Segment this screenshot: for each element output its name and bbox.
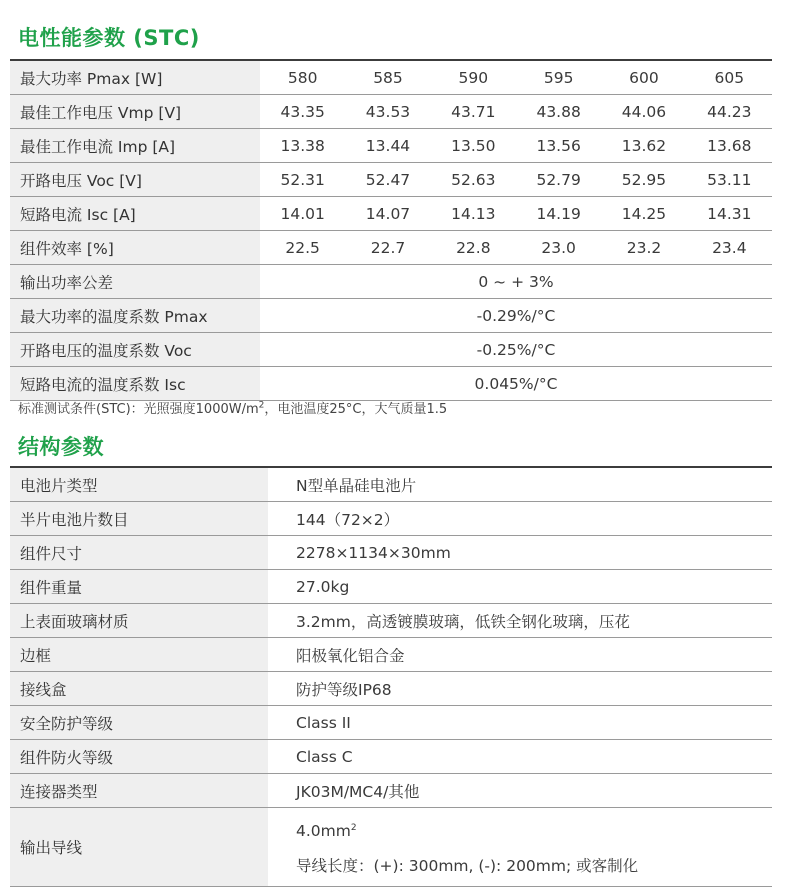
cell-value: 23.2 xyxy=(601,231,686,265)
row-label: 最大功率 Pmax [W] xyxy=(10,60,260,95)
row-label: 短路电流的温度系数 Isc xyxy=(10,367,260,401)
stc-note-suffix: ，电池温度25°C，大气质量1.5 xyxy=(264,402,448,417)
cell-value: 52.79 xyxy=(516,163,601,197)
row-label: 连接器类型 xyxy=(10,774,268,808)
row-label: 最大功率的温度系数 Pmax xyxy=(10,299,260,333)
cell-value: 580 xyxy=(260,60,345,95)
cell-value: 44.06 xyxy=(601,95,686,129)
table-row xyxy=(10,672,772,706)
cell-value: 23.4 xyxy=(687,231,772,265)
cell-value: -0.29%/°C xyxy=(260,299,772,333)
cell-value: -0.25%/°C xyxy=(260,333,772,367)
row-label: 输出导线 xyxy=(10,808,268,887)
structure-params-table xyxy=(10,466,772,887)
cell-value: 605 xyxy=(687,60,772,95)
stc-note-superscript: 2 xyxy=(258,400,265,411)
cell-value: 阳极氧化铝合金 xyxy=(268,638,772,672)
cell-value: 53.11 xyxy=(687,163,772,197)
table-row xyxy=(10,60,772,95)
cable-size-superscript: 2 xyxy=(350,823,357,834)
row-label: 组件尺寸 xyxy=(10,536,268,570)
row-label: 电池片类型 xyxy=(10,467,268,502)
row-label: 安全防护等级 xyxy=(10,706,268,740)
cell-value: 44.23 xyxy=(687,95,772,129)
row-label: 接线盒 xyxy=(10,672,268,706)
row-label: 上表面玻璃材质 xyxy=(10,604,268,638)
row-label: 最佳工作电流 Imp [A] xyxy=(10,129,260,163)
cell-value: 600 xyxy=(601,60,686,95)
table-row xyxy=(10,706,772,740)
table-row xyxy=(10,808,772,887)
row-label: 输出功率公差 xyxy=(10,265,260,299)
cell-value: 590 xyxy=(431,60,516,95)
cell-value: 2278×1134×30mm xyxy=(268,536,772,570)
cell-value: 595 xyxy=(516,60,601,95)
cell-value: 52.31 xyxy=(260,163,345,197)
cell-value: 144（72×2） xyxy=(268,502,772,536)
cell-value: 0.045%/°C xyxy=(260,367,772,401)
cell-value: 52.95 xyxy=(601,163,686,197)
table-row xyxy=(10,604,772,638)
table-row xyxy=(10,367,772,401)
table-row xyxy=(10,231,772,265)
cell-value: Class II xyxy=(268,706,772,740)
row-label: 短路电流 Isc [A] xyxy=(10,197,260,231)
cable-size-text: 4.0mm xyxy=(296,822,351,841)
table-row xyxy=(10,740,772,774)
cell-value: 14.25 xyxy=(601,197,686,231)
cell-value: 43.53 xyxy=(345,95,430,129)
cell-value: 43.35 xyxy=(260,95,345,129)
cell-value: 22.5 xyxy=(260,231,345,265)
table-row xyxy=(10,502,772,536)
table-row xyxy=(10,333,772,367)
table-row xyxy=(10,95,772,129)
cell-value: 14.13 xyxy=(431,197,516,231)
cell-value: 13.38 xyxy=(260,129,345,163)
electrical-params-table xyxy=(10,59,772,401)
cell-value: 27.0kg xyxy=(268,570,772,604)
row-label: 组件防火等级 xyxy=(10,740,268,774)
cell-value: 防护等级IP68 xyxy=(268,672,772,706)
table-row xyxy=(10,265,772,299)
row-label: 组件效率 [%] xyxy=(10,231,260,265)
row-label: 边框 xyxy=(10,638,268,672)
table-row xyxy=(10,638,772,672)
cell-value: 13.68 xyxy=(687,129,772,163)
stc-note-text: 标准测试条件(STC)：光照强度1000W/m xyxy=(18,402,259,417)
cable-cell xyxy=(268,808,772,887)
structure-section-title: 结构参数 xyxy=(18,435,104,459)
row-label: 开路电压 Voc [V] xyxy=(10,163,260,197)
table-row xyxy=(10,163,772,197)
table-row xyxy=(10,570,772,604)
cell-value: 13.44 xyxy=(345,129,430,163)
cell-value: 13.56 xyxy=(516,129,601,163)
cell-value: 22.8 xyxy=(431,231,516,265)
table-row xyxy=(10,774,772,808)
table-row xyxy=(10,299,772,333)
stc-note xyxy=(18,398,447,417)
cell-value: 43.71 xyxy=(431,95,516,129)
table-row xyxy=(10,467,772,502)
row-label: 开路电压的温度系数 Voc xyxy=(10,333,260,367)
cell-value: 14.31 xyxy=(687,197,772,231)
cell-value: 52.63 xyxy=(431,163,516,197)
cell-value: 43.88 xyxy=(516,95,601,129)
cell-value: 14.01 xyxy=(260,197,345,231)
table-row xyxy=(10,536,772,570)
table-row xyxy=(10,197,772,231)
cable-size xyxy=(296,817,764,842)
cell-value: 3.2mm，高透镀膜玻璃，低铁全钢化玻璃，压花 xyxy=(268,604,772,638)
cell-value: JK03M/MC4/其他 xyxy=(268,774,772,808)
cell-value: 22.7 xyxy=(345,231,430,265)
electrical-section-title: 电性能参数 (STC) xyxy=(18,26,200,50)
cell-value: 14.19 xyxy=(516,197,601,231)
cell-value: 0 ~ + 3% xyxy=(260,265,772,299)
table-row xyxy=(10,129,772,163)
row-label: 半片电池片数目 xyxy=(10,502,268,536)
cell-value: N型单晶硅电池片 xyxy=(268,467,772,502)
cell-value: 52.47 xyxy=(345,163,430,197)
cell-value: Class C xyxy=(268,740,772,774)
cell-value: 14.07 xyxy=(345,197,430,231)
cell-value: 23.0 xyxy=(516,231,601,265)
row-label: 组件重量 xyxy=(10,570,268,604)
row-label: 最佳工作电压 Vmp [V] xyxy=(10,95,260,129)
cable-length: 导线长度：(+): 300mm, (-): 200mm; 或客制化 xyxy=(296,856,639,875)
cell-value: 585 xyxy=(345,60,430,95)
cell-value: 13.62 xyxy=(601,129,686,163)
cell-value: 13.50 xyxy=(431,129,516,163)
